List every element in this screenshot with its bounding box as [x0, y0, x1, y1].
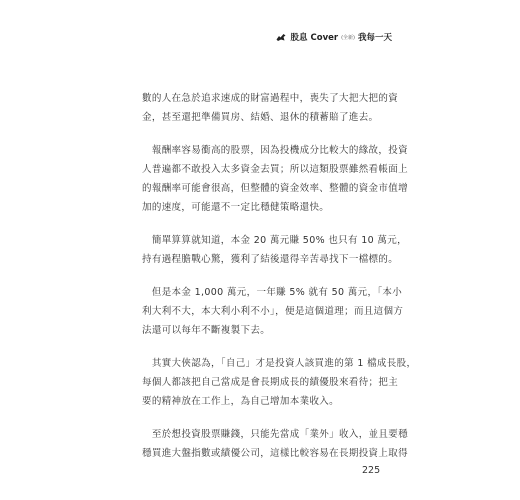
text-line: 每個人都該把自己當成是會長期成長的績優股來看待；把主	[142, 377, 399, 388]
paragraph	[142, 231, 407, 269]
text-line: 利大利不大，本大利小利不小」，便是這個道理；而且這個方	[142, 306, 404, 317]
text-line: 數的人在急於追求速成的財富過程中，喪失了大把大把的資	[142, 93, 399, 104]
text-line: 穩買進大盤指數或績優公司，這樣比較容易在長期投資上取得	[142, 448, 408, 459]
body-text	[142, 89, 417, 477]
text-line: 金，甚至還把準備買房、結婚、退休的積蓄賠了進去。	[142, 112, 379, 123]
paragraph	[142, 89, 399, 127]
bird-logo-icon	[276, 33, 286, 42]
text-line: 要的精神放在工作上，為自己增加本業收入。	[142, 396, 340, 407]
page-number: 225	[362, 465, 381, 476]
text-line: 但是本金 1,000 萬元，一年賺 5% 就有 50 萬元，「本小	[142, 287, 403, 298]
paragraph	[142, 141, 408, 217]
header-subtitle: (全新)	[341, 34, 355, 41]
text-line: 的報酬率可能會很高，但整體的資金效率、整體的資金市值增	[142, 183, 408, 194]
text-line: 其實大俠認為，「自己」才是投資人該買進的第 1 檔成長股，	[142, 358, 417, 369]
text-line: 報酬率容易衝高的股票，因為投機成分比較大的緣故，投資	[142, 145, 408, 156]
text-line: 簡單算算就知道，本金 20 萬元賺 50% 也只有 10 萬元，	[142, 235, 407, 246]
header-title: 股息 Cover	[290, 33, 339, 43]
text-line: 持有過程膽戰心驚，獲利了結後還得辛苦尋找下一檔標的。	[142, 254, 399, 265]
text-line: 人普遍都不敢投入太多資金去買；所以這類股票雖然看帳面上	[142, 164, 408, 175]
paragraph	[142, 283, 404, 340]
paragraph	[142, 354, 417, 411]
header-series: 我每一天	[357, 33, 392, 43]
paragraph	[142, 425, 408, 463]
text-line: 加的速度，可能還不一定比穩健策略還快。	[142, 202, 330, 213]
running-header	[276, 31, 392, 43]
text-line: 法還可以每年不斷複製下去。	[142, 325, 271, 336]
text-line: 至於想投資股票賺錢，只能先當成「業外」收入，並且要穩	[142, 429, 408, 440]
